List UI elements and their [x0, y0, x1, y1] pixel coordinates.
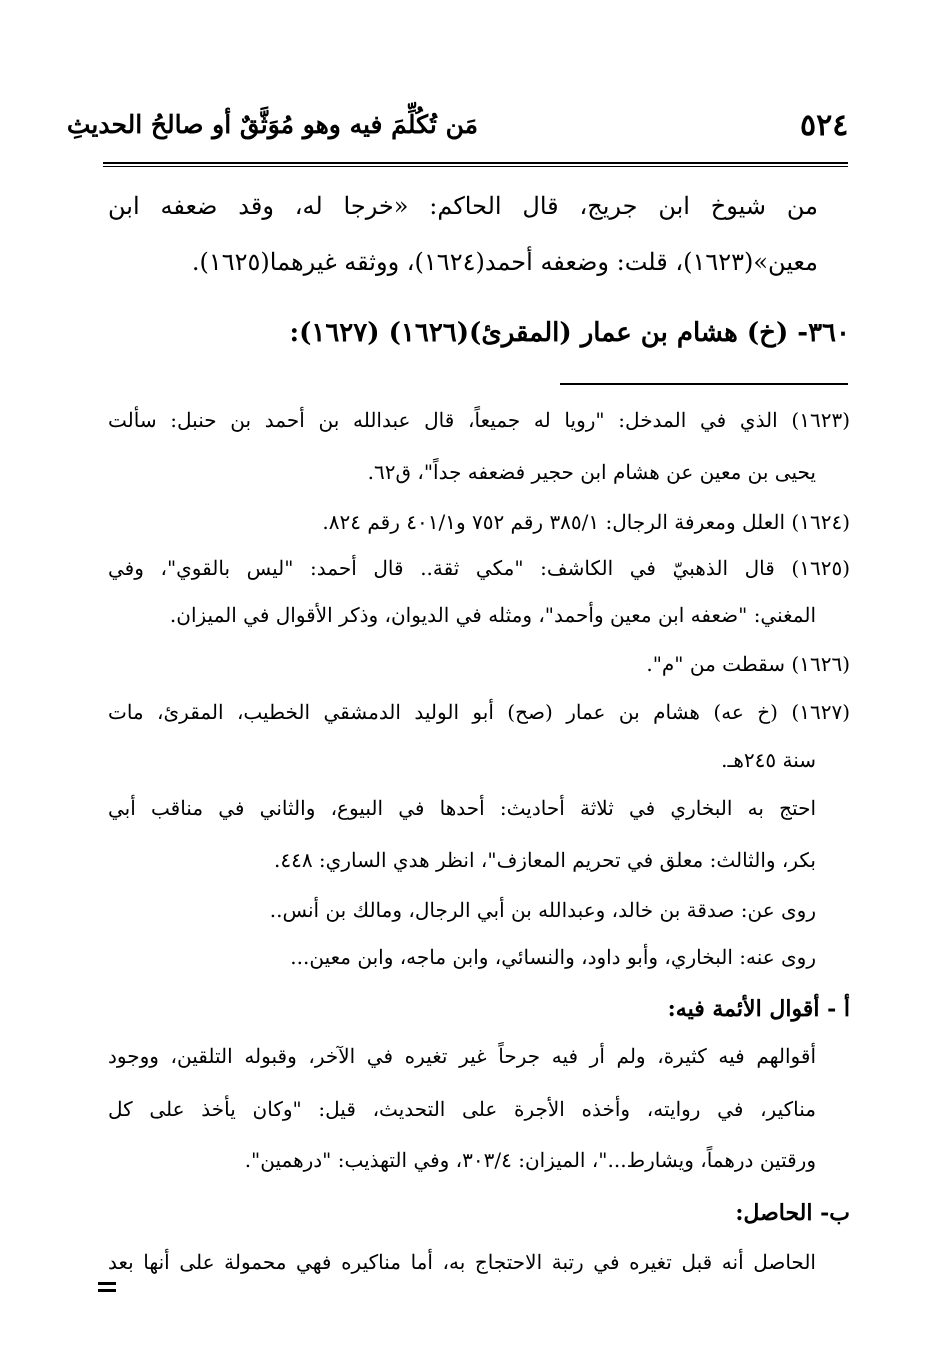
footnote-1624: (١٦٢٤) العلل ومعرفة الرجال: ٣٨٥/١ رقم ٧٥٢ و٤٠١/١ رقم ٨٢٤. — [322, 510, 850, 534]
footnote-1626: (١٦٢٦) سقطت من "م". — [646, 652, 850, 676]
section-a-line-3: ورقتين درهماً، ويشارط..."، الميزان: ٣٠٣/٤، وفي التهذيب: "درهمين". — [244, 1148, 816, 1172]
footnote-1623-line-2: يحيى بن معين عن هشام ابن حجير فضعفه جداً"، ق٦٢. — [367, 460, 816, 484]
footnote-1625-line-2: المغني: "ضعفه ابن معين وأحمد"، ومثله في الديوان، وذكر الأقوال في الميزان. — [169, 603, 816, 627]
footnote-1623-line-1: (١٦٢٣) الذي في المدخل: "رويا له جميعاً، قال عبدالله بن أحمد بن حنبل: سألت — [108, 408, 850, 432]
footnote-1627-line-1: (١٦٢٧) (خ عه) هشام بن عمار (صح) أبو الوليد الدمشقي الخطيب، المقرئ، مات — [108, 700, 850, 724]
footnote-separator — [560, 383, 848, 385]
section-b-line-1: الحاصل أنه قبل تغيره في رتبة الاحتجاج به، أما مناكيره فهي محمولة على أنها بعد — [108, 1250, 816, 1274]
body-line-1: من شيوخ ابن جريج، قال الحاكم: «خرجا له، وقد ضعفه ابن — [108, 192, 818, 220]
footnote-1627-line-5: روى عن: صدقة بن خالد، وعبدالله بن أبي الرجال، ومالك بن أنس.. — [269, 898, 816, 922]
footnote-1627-line-2: سنة ٢٤٥هـ. — [721, 748, 816, 772]
footnote-1627-line-3: احتج به البخاري في ثلاثة أحاديث: أحدها في البيوع، والثاني في مناقب أبي — [108, 796, 816, 820]
body-line-2: معين»(١٦٢٣)، قلت: وضعفه أحمد(١٦٢٤)، ووثقه غيرهما(١٦٢٥). — [191, 248, 818, 276]
footnote-1627-line-6: روى عنه: البخاري، وأبو داود، والنسائي، وابن ماجه، وابن معين... — [290, 945, 816, 969]
page-number: ٥٢٤ — [800, 108, 849, 143]
running-title: مَن تُكُلِّمَ فيه وهو مُوَثَّقٌ أو صالحُ الحديثِ — [66, 110, 478, 139]
section-a-line-1: أقوالهم فيه كثيرة، ولم أر فيه جرحاً غير تغيره في الآخر، وقبوله التلقين، ووجود — [108, 1044, 816, 1068]
section-a-line-2: مناكير، في روايته، وأخذه الأجرة على التحديث، قيل: "وكان يأخذ على كل — [108, 1097, 816, 1121]
footnote-1627-line-4: بكر، والثالث: معلق في تحريم المعازف"، انظر هدي الساري: ٤٤٨. — [273, 848, 816, 872]
section-b-heading: ب- الحاصل: — [735, 1200, 850, 1226]
continuation-mark-lower — [98, 1289, 116, 1292]
footnote-1625-line-1: (١٦٢٥) قال الذهبيّ في الكاشف: "مكي ثقة.. قال أحمد: "ليس بالقوي"، وفي — [108, 556, 850, 580]
header-rule — [103, 162, 848, 167]
continuation-mark — [98, 1282, 116, 1285]
entry-heading: ٣٦٠- (خ) هشام بن عمار (المقرئ)(١٦٢٦) (١٦٢٧): — [289, 318, 850, 348]
section-a-heading: أ - أقوال الأئمة فيه: — [667, 996, 850, 1022]
